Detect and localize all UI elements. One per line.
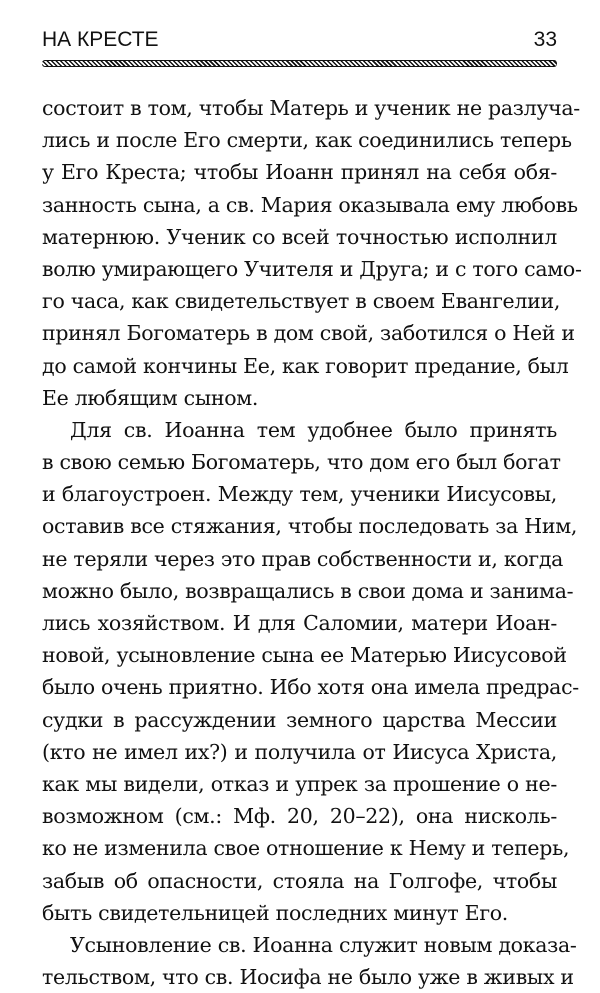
running-title: НА КРЕСТЕ xyxy=(42,28,159,51)
page-number: 33 xyxy=(533,28,557,51)
text-line: оставив все стяжания, чтобы последовать за Ним, xyxy=(42,514,578,539)
paragraph xyxy=(42,414,579,929)
text-line: забыв об опасности, стояла на Голгофе, чтобы xyxy=(42,868,557,893)
text-line: занность сына, а св. Мария оказывала ему любовь xyxy=(42,192,578,217)
text-line: матернюю. Ученик со всей точностью исполнил xyxy=(42,224,557,249)
body-text xyxy=(42,92,582,993)
text-line: быть свидетельницей последних минут Его. xyxy=(42,900,509,925)
text-line: Для св. Иоанна тем удобнее было принять xyxy=(70,417,557,442)
text-line: Усыновление св. Иоанна служит новым доказа- xyxy=(70,932,577,957)
text-line: в свою семью Богоматерь, что дом его был богат xyxy=(42,450,561,475)
paragraph xyxy=(42,92,582,414)
text-line: (кто не имел их?) и получила от Иисуса Христа, xyxy=(42,739,557,764)
text-line: принял Богоматерь в дом свой, заботился о Ней и xyxy=(42,321,575,346)
text-line: возможном (см.: Мф. 20, 20–22), она нисколь- xyxy=(42,804,557,829)
header-rope-divider xyxy=(42,60,557,67)
text-line: не теряли через это прав собственности и, когда xyxy=(42,546,564,571)
text-line: было очень приятно. Ибо хотя она имела предрас- xyxy=(42,675,579,700)
text-line: до самой кончины Ее, как говорит предание, был xyxy=(42,353,569,378)
text-line: новой, усыновление сына ее Матерью Иисусовой xyxy=(42,643,567,668)
text-line: Ее любящим сыном. xyxy=(42,385,259,410)
paragraph xyxy=(42,929,577,993)
text-line: можно было, возвращались в свои дома и занима- xyxy=(42,578,574,603)
text-line: лись и после Его смерти, как соединились теперь xyxy=(42,128,572,153)
text-line: состоит в том, чтобы Матерь и ученик не разлуча- xyxy=(42,96,580,120)
text-line: как мы видели, отказ и упрек за прошение о не- xyxy=(42,771,557,796)
text-line: волю умирающего Учителя и Друга; и с того само- xyxy=(42,256,582,281)
text-line: го часа, как свидетельствует в своем Евангелии, xyxy=(42,289,561,314)
text-line: у Его Креста; чтобы Иоанн принял на себя обя- xyxy=(42,160,557,185)
running-header xyxy=(42,22,557,52)
text-line: и благоустроен. Между тем, ученики Иисусовы, xyxy=(42,482,557,507)
text-line: судки в рассуждении земного царства Мессии xyxy=(42,707,557,732)
text-line: лись хозяйством. И для Саломии, матери Иоан- xyxy=(42,611,557,635)
text-line: ко не изменила свое отношение к Нему и теперь, xyxy=(42,836,570,861)
text-line: тельством, что св. Иосифа не было уже в живых и xyxy=(42,965,574,990)
